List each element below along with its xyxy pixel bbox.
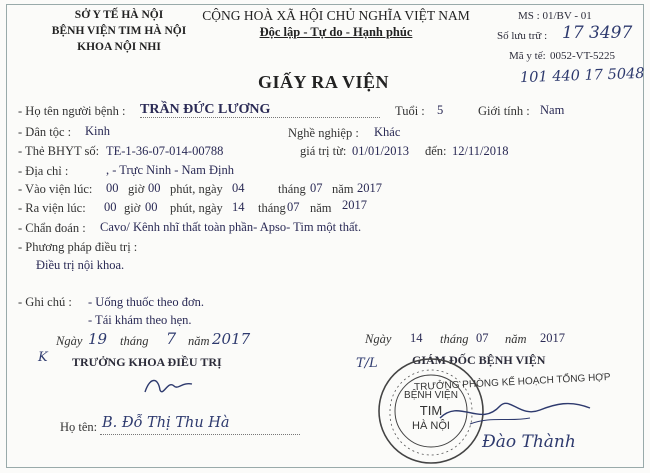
- valid-from-value: 01/01/2013: [352, 144, 409, 158]
- occupation-value: Khác: [374, 125, 401, 139]
- org-line-1: SỞ Y TẾ HÀ NỘI: [74, 9, 164, 21]
- patient-name-dots: [140, 117, 380, 118]
- admission-hour: 00: [106, 181, 119, 195]
- right-date-month: 07: [476, 331, 489, 345]
- discharge-minute: 00: [145, 200, 158, 214]
- nation-title: CỘNG HOÀ XÃ HỘI CHỦ NGHĨA VIỆT NAM: [202, 8, 470, 23]
- admission-day: 04: [232, 181, 245, 195]
- archive-number-label: Số lưu trữ :: [497, 30, 548, 42]
- treatment-value: Điều trị nội khoa.: [36, 258, 125, 272]
- admission-year-label: năm: [332, 182, 354, 196]
- insurance-label: - Thẻ BHYT số:: [18, 144, 100, 158]
- treatment-label: - Phương pháp điều trị :: [18, 240, 138, 254]
- admission-month-label: tháng: [278, 182, 306, 196]
- left-date-month-label: tháng: [120, 334, 149, 348]
- valid-from-label: giá trị từ:: [300, 144, 347, 158]
- stamp-line-2: TIM: [419, 403, 443, 418]
- note-2: - Tái khám theo hẹn.: [88, 313, 192, 327]
- left-name-label: Họ tên:: [60, 420, 98, 434]
- discharge-year-label: năm: [310, 201, 332, 215]
- right-signer-role: GIÁM ĐỐC BỆNH VIỆN: [412, 353, 546, 367]
- note-1: - Uống thuốc theo đơn.: [88, 295, 204, 309]
- right-signature: [430, 388, 600, 433]
- discharge-hour: 00: [104, 200, 117, 214]
- admission-label: - Vào viện lúc:: [18, 182, 93, 196]
- ethnicity-value: Kinh: [85, 124, 110, 138]
- ethnicity-label: - Dân tộc :: [18, 125, 72, 139]
- admission-year: 2017: [357, 181, 382, 195]
- admission-minute: 00: [148, 181, 161, 195]
- discharge-month-label: tháng: [258, 201, 286, 215]
- discharge-label: - Ra viện lúc:: [18, 201, 86, 215]
- address-value: , - Trực Ninh - Nam Định: [106, 163, 234, 177]
- notes-label: - Ghi chú :: [18, 295, 72, 309]
- right-signer-name: Đào Thành: [482, 432, 576, 452]
- left-name-dots: [100, 434, 300, 435]
- health-code-label: Mã y tế:: [509, 50, 546, 62]
- diagnosis-value: Cavo/ Kênh nhĩ thất toàn phần- Apso- Tim một thất.: [100, 220, 362, 234]
- right-sub-role: TRƯỞNG PHÒNG KẾ HOẠCH TỔNG HỢP: [413, 371, 611, 394]
- health-code-value: 0052-VT-5225: [550, 50, 615, 62]
- nation-motto: Độc lập - Tự do - Hạnh phúc: [259, 25, 413, 39]
- discharge-hour-label: giờ: [124, 201, 141, 215]
- admission-hour-label: giờ: [128, 182, 145, 196]
- gender-label: Giới tính :: [478, 104, 530, 118]
- right-date-month-label: tháng: [440, 332, 469, 346]
- admission-month: 07: [310, 181, 323, 195]
- valid-to-value: 12/11/2018: [452, 144, 509, 158]
- right-date-year-label: năm: [505, 332, 527, 346]
- diagnosis-label: - Chẩn đoán :: [18, 221, 86, 235]
- org-line-2: BỆNH VIỆN TIM HÀ NỘI: [51, 25, 187, 37]
- discharge-day: 14: [232, 200, 245, 214]
- left-date-year-label: năm: [188, 334, 210, 348]
- discharge-month: 07: [287, 200, 300, 214]
- form-code: MS : 01/BV - 01: [518, 10, 592, 22]
- right-date-day: 14: [410, 331, 423, 345]
- left-date-day-label: Ngày: [56, 334, 83, 348]
- discharge-minute-label: phút, ngày: [170, 201, 223, 215]
- occupation-label: Nghề nghiệp :: [288, 126, 359, 140]
- valid-to-label: đến:: [425, 144, 447, 158]
- left-date-year: 2017: [212, 330, 251, 348]
- right-date-day-label: Ngày: [365, 332, 392, 346]
- gender-value: Nam: [540, 103, 565, 117]
- stamp-line-1: BỆNH VIỆN: [404, 390, 458, 401]
- left-signature: [140, 372, 200, 400]
- left-signer-role: TRƯỞNG KHOA ĐIỀU TRỊ: [72, 355, 222, 369]
- insurance-number: TE-1-36-07-014-00788: [106, 144, 224, 158]
- left-date-month: 7: [166, 329, 177, 348]
- left-signer-name: B. Đỗ Thị Thu Hà: [102, 415, 230, 431]
- age-value: 5: [437, 103, 444, 117]
- patient-name-label: - Họ tên người bệnh :: [18, 104, 126, 118]
- right-tl-mark: T/L: [356, 356, 378, 371]
- health-code-handwritten: 101 440 17 5048: [519, 65, 645, 87]
- age-label: Tuổi :: [395, 104, 425, 118]
- left-initial-mark: K: [38, 350, 48, 365]
- org-line-3: KHOA NỘI NHI: [77, 41, 161, 53]
- patient-name: TRẦN ĐỨC LƯƠNG: [140, 102, 271, 117]
- stamp-line-3: HÀ NỘI: [412, 420, 450, 432]
- discharge-year: 2017: [342, 198, 367, 212]
- left-date-day: 19: [88, 330, 108, 348]
- address-label: - Địa chỉ :: [18, 164, 69, 178]
- document-title: GIẤY RA VIỆN: [258, 72, 390, 92]
- archive-number-value: 17 3497: [562, 23, 633, 43]
- right-date-year: 2017: [540, 331, 565, 345]
- admission-minute-label: phút, ngày: [170, 182, 223, 196]
